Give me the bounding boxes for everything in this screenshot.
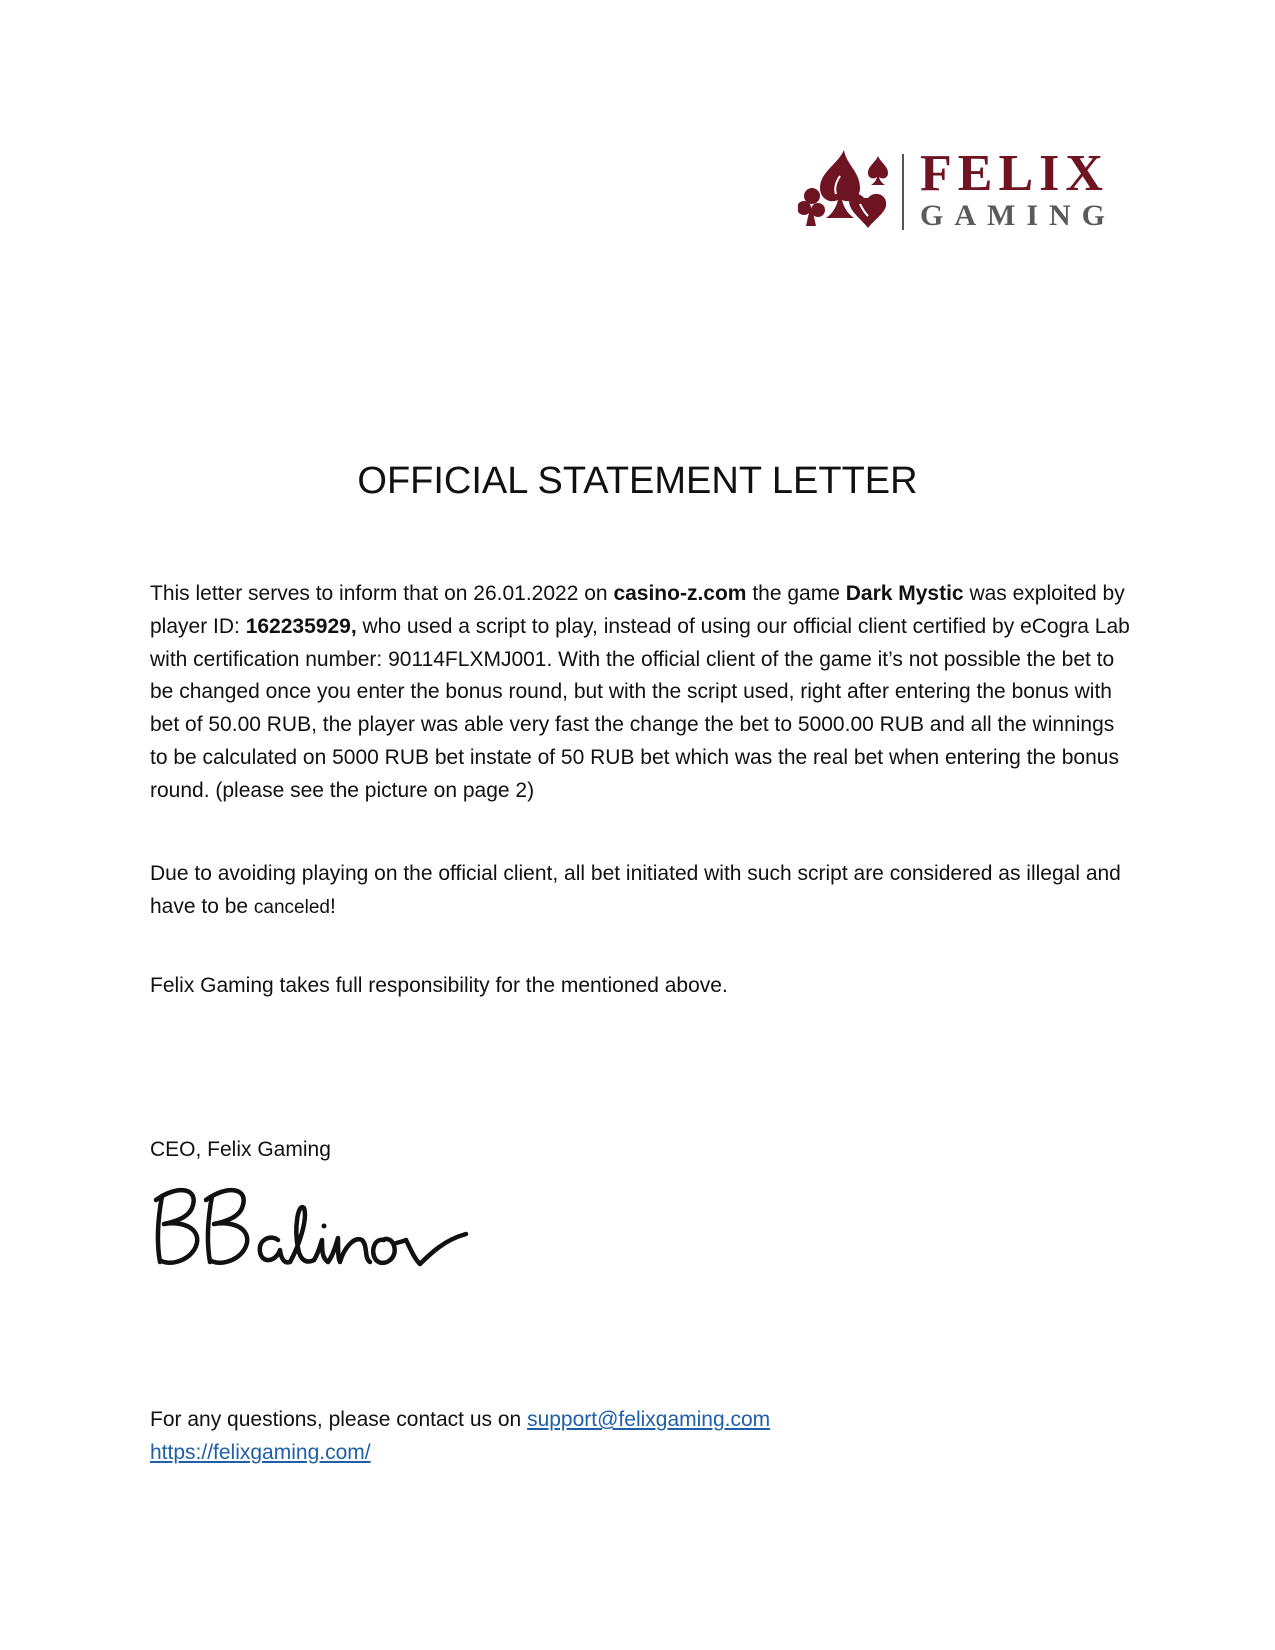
para2-text-3: ! — [329, 894, 336, 918]
signatory-role-text: CEO, Felix Gaming — [150, 1138, 331, 1161]
responsibility-statement: Felix Gaming takes full responsibility for the mentioned above. — [150, 974, 728, 997]
support-email-link[interactable]: support@felixgaming.com — [527, 1408, 771, 1431]
logo-wordmark-felix: FELIX — [920, 145, 1109, 202]
company-logo — [798, 146, 1128, 236]
para1-text-4: who used a script to play, instead of using our official client certified by eCogra Lab with certification number: 90114FLXMJ001. With the official client of the game it’s not possible the bet to be changed once you enter the bonus round, but with the script used, right after entering the bonus with bet of 50.00 RUB, the player was able very fast the change the bet to 5000.00 RUB and all the winnings to be calculated on 5000 RUB bet instate of 50 RUB bet which was the real bet when entering the bonus round. (please see the picture on page 2) — [150, 614, 1130, 802]
page-title: OFFICIAL STATEMENT LETTER — [357, 460, 918, 502]
casino-site-name: casino-z.com — [613, 582, 747, 605]
signatory-role — [150, 1134, 1130, 1167]
playing-card-suits-logo-icon — [798, 146, 890, 234]
para1-text-3: was exploited by player ID: — [150, 582, 1125, 638]
contact-block — [150, 1404, 1130, 1470]
player-id: 162235929, — [245, 614, 357, 638]
logo-wordmark-gaming: GAMING — [920, 199, 1116, 232]
contact-prefix: For any questions, please contact us on — [150, 1408, 528, 1431]
statement-paragraph-2 — [150, 858, 1130, 925]
handwritten-signature — [148, 1178, 488, 1278]
para2-text-1: Due to avoiding playing on the official client, all bet initiated with such script are considered as illegal and have to be — [150, 862, 1121, 918]
statement-paragraph-1 — [150, 578, 1130, 808]
game-name: Dark Mystic — [845, 582, 964, 605]
statement-paragraph-3 — [150, 970, 1130, 1003]
para1-text-2: the game — [746, 582, 846, 605]
para2-canceled-word: canceled — [253, 896, 330, 918]
para1-text-1: This letter serves to inform that on 26.01.2022 on — [150, 582, 614, 605]
logo-divider — [902, 154, 904, 230]
website-link[interactable]: https://felixgaming.com/ — [150, 1440, 371, 1464]
